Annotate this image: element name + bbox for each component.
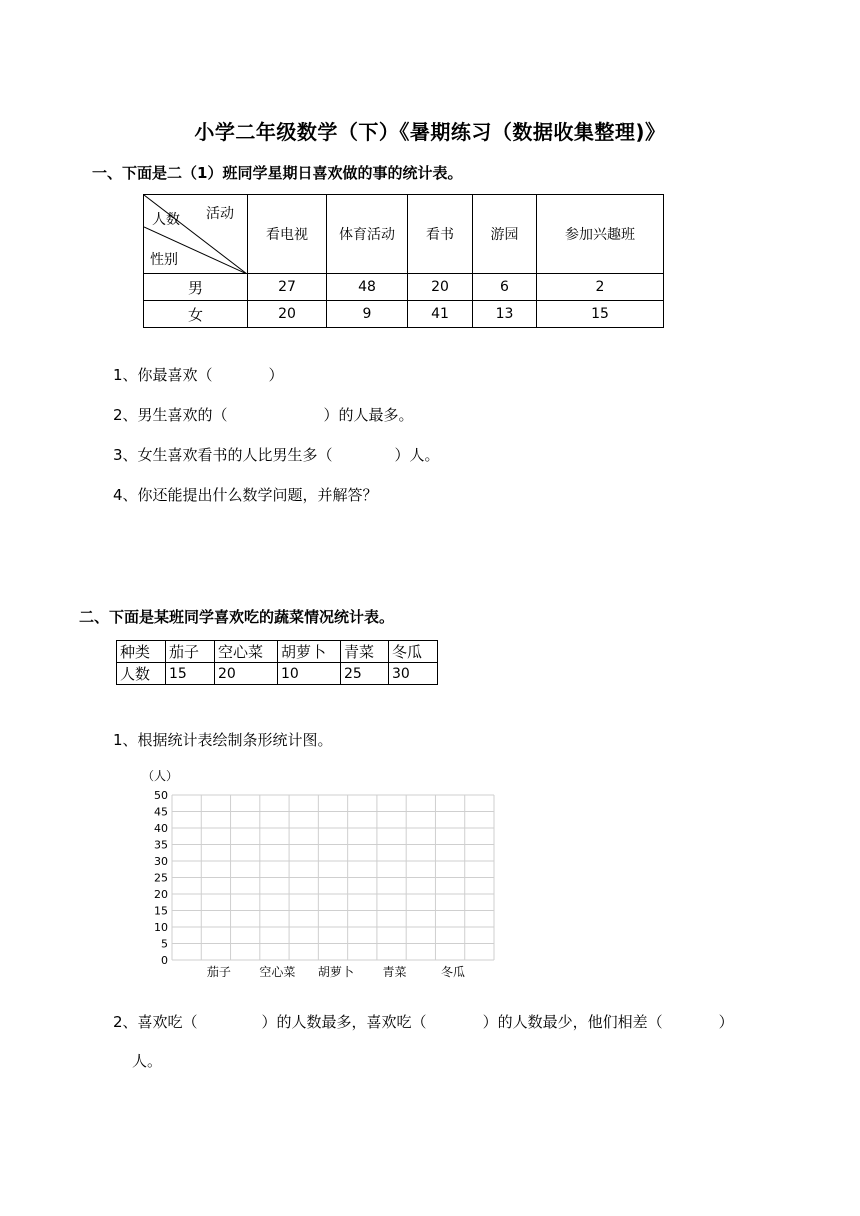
table-header-cell: 种类: [117, 641, 166, 663]
question-text: 1、你最喜欢（: [113, 366, 213, 384]
question-tail: ）: [718, 1013, 734, 1031]
column-header: 看书: [408, 195, 473, 274]
question-text: 2、男生喜欢的（: [113, 406, 228, 424]
y-tick-label: 20: [154, 888, 168, 901]
question-2: [113, 404, 414, 425]
y-tick-label: 30: [154, 855, 168, 868]
y-tick-label: 0: [161, 954, 168, 967]
y-tick-label: 10: [154, 921, 168, 934]
table-cell: 9: [327, 301, 408, 328]
table-cell: 15: [537, 301, 664, 328]
table-row: [117, 641, 438, 663]
corner-label-activity: 活动: [206, 206, 234, 222]
question-text: ）的人数最多，喜欢吃（: [261, 1013, 427, 1031]
question-4: 4、你还能提出什么数学问题，并解答？: [113, 486, 378, 504]
question-2-line2: 人。: [132, 1052, 163, 1070]
corner-label-gender: 性别: [150, 252, 178, 268]
question-1: [113, 364, 284, 385]
table-cell: 48: [327, 274, 408, 301]
row-label: 男: [144, 274, 248, 301]
question-3: [113, 444, 440, 465]
table-row: [144, 274, 664, 301]
column-header: 参加兴趣班: [537, 195, 664, 274]
table-header-cell: 空心菜: [215, 641, 278, 663]
table-header-cell: 青菜: [341, 641, 389, 663]
chart-instruction: 1、根据统计表绘制条形统计图。: [113, 731, 333, 749]
table-cell: 41: [408, 301, 473, 328]
table-cell: 6: [473, 274, 537, 301]
row-label: 人数: [117, 663, 166, 685]
table-cell: 25: [341, 663, 389, 685]
question-text: 3、女生喜欢看书的人比男生多（: [113, 446, 333, 464]
activity-table: [143, 194, 664, 328]
question-tail: ）: [268, 366, 284, 384]
question-2-line1: [113, 1011, 734, 1032]
x-category-label: 冬瓜: [441, 965, 466, 979]
question-text: ）的人数最少，他们相差（: [482, 1013, 663, 1031]
y-tick-label: 40: [154, 822, 168, 835]
table-cell: 2: [537, 274, 664, 301]
column-header: 游园: [473, 195, 537, 274]
table-cell: 20: [408, 274, 473, 301]
bar-chart-grid: [120, 764, 510, 986]
y-tick-label: 25: [154, 871, 168, 885]
table-row: [144, 301, 664, 328]
question-tail: ）人。: [394, 446, 440, 464]
vegetable-table: [116, 640, 438, 685]
table-cell: 20: [215, 663, 278, 685]
column-header: 体育活动: [327, 195, 408, 274]
question-tail: ）的人最多。: [323, 406, 414, 424]
x-category-label: 胡萝卜: [317, 965, 354, 979]
section1-heading: 一、下面是二（1）班同学星期日喜欢做的事的统计表。: [92, 164, 463, 182]
table-cell: 10: [278, 663, 341, 685]
x-category-label: 空心菜: [259, 965, 296, 979]
table-header-cell: 茄子: [166, 641, 215, 663]
y-tick-label: 50: [154, 789, 168, 802]
row-label: 女: [144, 301, 248, 328]
question-text: 2、喜欢吃（: [113, 1013, 198, 1031]
x-category-label: 青菜: [382, 965, 407, 979]
chart-ylabel: （人）: [142, 769, 179, 783]
y-tick-label: 35: [154, 838, 168, 852]
table-cell: 30: [389, 663, 438, 685]
table-cell: 27: [248, 274, 327, 301]
table-header-cell: 胡萝卜: [278, 641, 341, 663]
y-tick-label: 15: [154, 904, 168, 918]
page-title: 小学二年级数学（下）《暑期练习（数据收集整理)》: [194, 120, 666, 144]
y-tick-label: 5: [161, 937, 168, 951]
x-category-label: 茄子: [206, 965, 231, 979]
table-corner-cell: [144, 195, 248, 274]
table-cell: 13: [473, 301, 537, 328]
table-row: [117, 663, 438, 685]
table-cell: 15: [166, 663, 215, 685]
column-header: 看电视: [248, 195, 327, 274]
section2-heading: 二、下面是某班同学喜欢吃的蔬菜情况统计表。: [79, 608, 395, 626]
table-header-cell: 冬瓜: [389, 641, 438, 663]
table-cell: 20: [248, 301, 327, 328]
corner-label-count: 人数: [152, 212, 180, 228]
y-tick-label: 45: [154, 805, 168, 819]
